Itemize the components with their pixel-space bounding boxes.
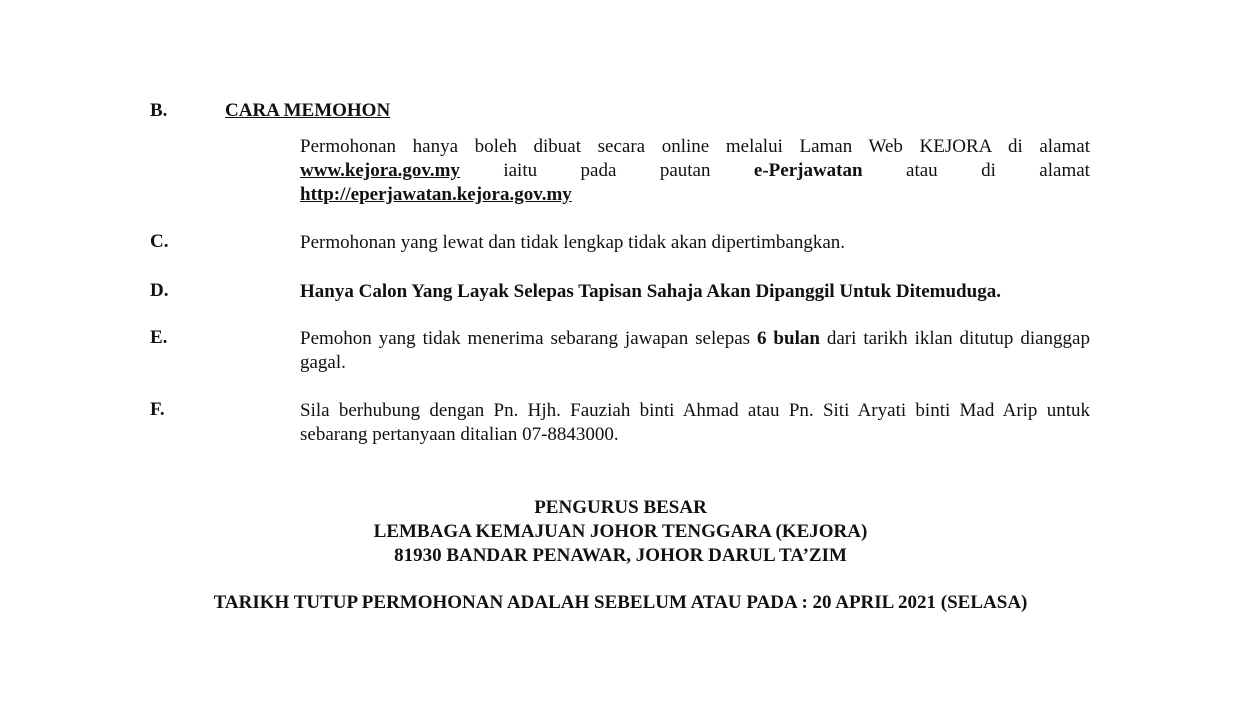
- signature-block: [0, 496, 1241, 568]
- section-c-text: Permohonan yang lewat dan tidak lengkap tidak akan dipertimbangkan.: [300, 232, 846, 253]
- section-f-text: Sila berhubung dengan Pn. Hjh. Fauziah binti Ahmad atau Pn. Siti Aryati binti Mad Arip untuk sebarang pertanyaan ditalian 07-8843000.: [300, 400, 1090, 445]
- section-e-text-after: dari tarikh iklan ditutup dianggap gagal.: [300, 328, 1090, 373]
- eperjawatan-link[interactable]: http://eperjawatan.kejora.gov.my: [300, 184, 572, 205]
- e-perjawatan-label: e-Perjawatan: [753, 160, 863, 181]
- closing-date-notice: TARIKH TUTUP PERMOHONAN ADALAH SEBELUM ATAU PADA : 20 APRIL 2021 (SELASA): [213, 592, 1028, 613]
- section-e-duration: 6 bulan: [756, 328, 820, 349]
- word-pada: pada: [580, 160, 617, 181]
- word-atau: atau: [906, 160, 938, 181]
- word-pautan: pautan: [659, 160, 711, 181]
- section-e-paragraph: [300, 327, 1090, 375]
- word-alamat: alamat: [1039, 160, 1090, 181]
- section-c-label: C.: [150, 231, 169, 252]
- section-b-line-3: [300, 183, 1090, 207]
- signature-organization: LEMBAGA KEMAJUAN JOHOR TENGGARA (KEJORA): [373, 521, 868, 542]
- section-b-heading: CARA MEMOHON: [225, 100, 391, 121]
- section-e-label: E.: [150, 327, 168, 348]
- kejora-website-link[interactable]: www.kejora.gov.my: [300, 160, 460, 181]
- section-b-paragraph: [300, 135, 1090, 207]
- section-d-text: Hanya Calon Yang Layak Selepas Tapisan Sahaja Akan Dipanggil Untuk Ditemuduga.: [300, 281, 1001, 302]
- section-b-line-2: [300, 159, 1090, 183]
- section-b-line-1: [300, 135, 1090, 159]
- signature-address: 81930 BANDAR PENAWAR, JOHOR DARUL TA’ZIM: [394, 545, 847, 566]
- word-di: di: [981, 160, 996, 181]
- section-b-line-1-text: Permohonan hanya boleh dibuat secara online melalui Laman Web KEJORA di alamat: [300, 136, 1090, 157]
- section-f-label: F.: [150, 399, 165, 420]
- word-iaitu: iaitu: [503, 160, 538, 181]
- section-b-label: B.: [150, 100, 168, 121]
- signature-title: PENGURUS BESAR: [534, 497, 707, 518]
- section-d-label: D.: [150, 280, 169, 301]
- section-e-text-before: Pemohon yang tidak menerima sebarang jawapan selepas: [300, 328, 757, 349]
